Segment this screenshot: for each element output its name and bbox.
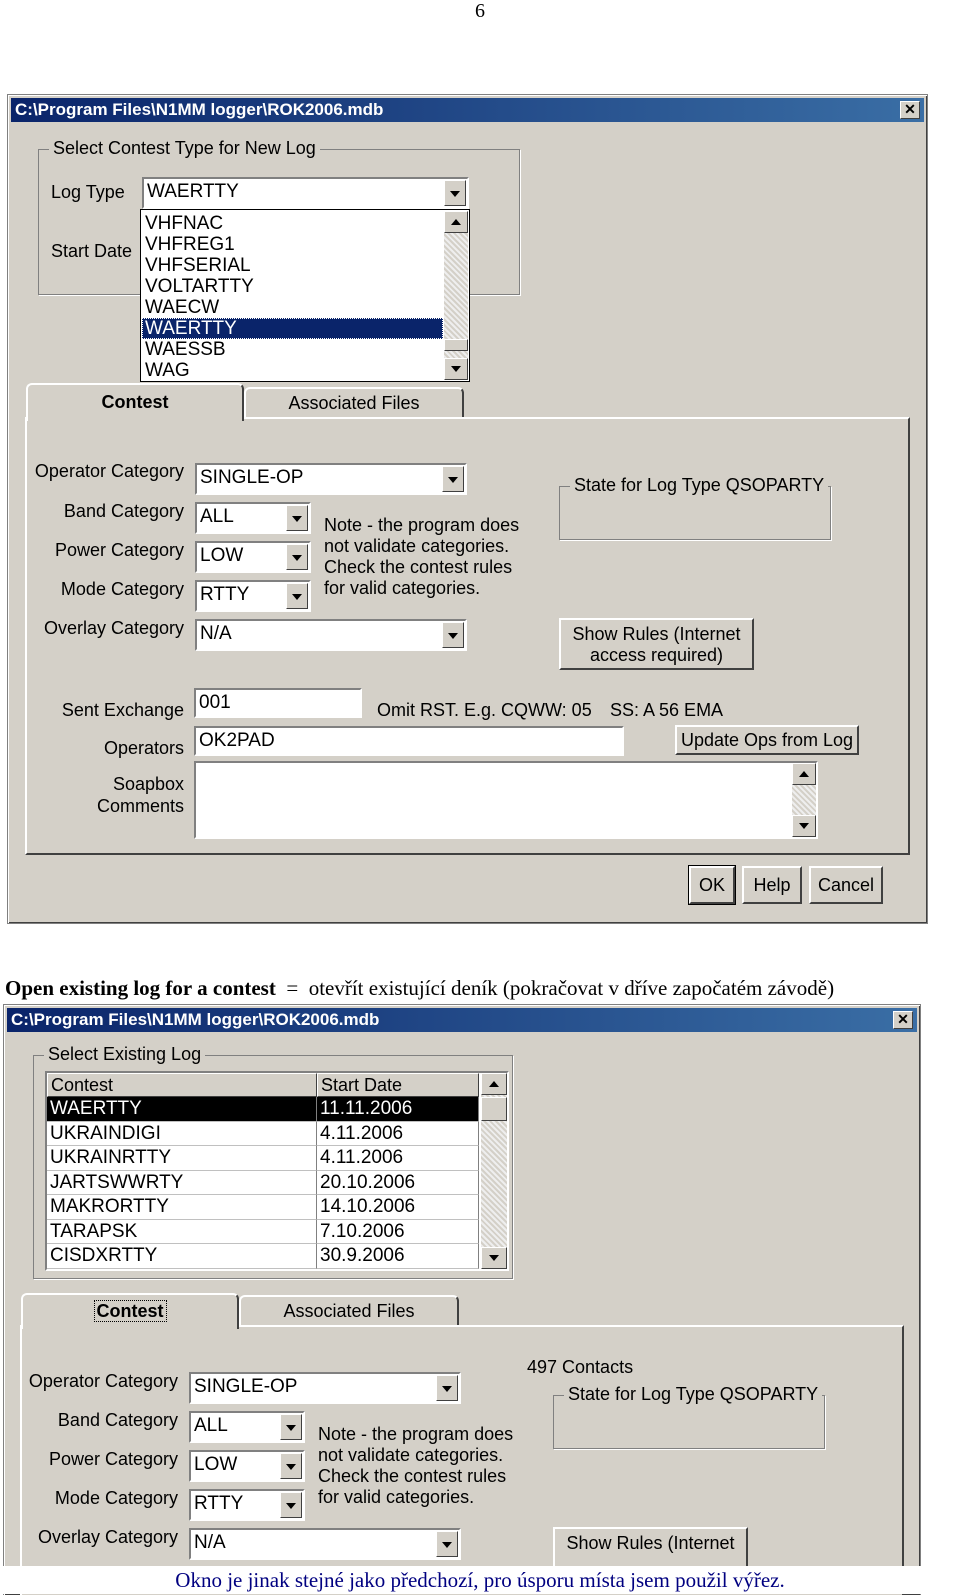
close-icon[interactable]: ✕ — [893, 1011, 913, 1029]
state-group — [559, 475, 831, 540]
chevron-down-icon[interactable] — [442, 622, 464, 648]
start-date-label: Start Date — [51, 241, 133, 261]
dropdown-scrollbar[interactable] — [444, 211, 468, 380]
note-line: Check the contest rules — [324, 557, 513, 577]
tab-contest-label: Contest — [101, 392, 169, 412]
note-line: for valid categories. — [318, 1487, 475, 1507]
table-header — [47, 1073, 479, 1097]
group-title: Select Contest Type for New Log — [49, 138, 320, 159]
state-group — [553, 1384, 825, 1449]
tab-contest-label: Contest — [96, 1301, 164, 1321]
band-category-select[interactable] — [189, 1411, 305, 1443]
overlay-category-value: N/A — [200, 623, 232, 644]
table-row[interactable] — [47, 1195, 479, 1220]
operator-category-value: SINGLE-OP — [200, 467, 304, 488]
band-category-value: ALL — [200, 506, 234, 527]
state-group-title: State for Log Type QSOPARTY — [564, 1384, 822, 1405]
cell-start-date: 7.10.2006 — [317, 1220, 479, 1245]
scroll-up-icon[interactable] — [792, 763, 816, 785]
overlay-category-label: Overlay Category — [43, 618, 184, 638]
list-item[interactable]: VOLTARTTY — [145, 276, 254, 297]
note-line: not validate categories. — [318, 1445, 504, 1465]
band-category-label: Band Category — [57, 1410, 178, 1430]
chevron-down-icon[interactable] — [280, 1492, 302, 1518]
mode-category-select[interactable] — [189, 1489, 305, 1521]
scroll-down-icon[interactable] — [444, 358, 468, 380]
page-number: 6 — [475, 0, 485, 22]
ss-hint: SS: A 56 EMA — [610, 700, 724, 720]
list-item[interactable]: VHFREG1 — [145, 234, 235, 255]
chevron-down-icon[interactable] — [442, 466, 464, 492]
contacts-count: 497 Contacts — [527, 1357, 634, 1377]
chevron-down-icon[interactable] — [280, 1414, 302, 1440]
list-item[interactable]: WAESSB — [145, 339, 226, 360]
chevron-down-icon[interactable] — [286, 505, 308, 531]
ok-button[interactable]: OK — [689, 866, 735, 904]
group-title: Select Existing Log — [44, 1044, 205, 1065]
table-scrollbar[interactable] — [481, 1073, 507, 1269]
category-note — [324, 515, 519, 599]
soapbox-comments-textarea[interactable] — [194, 761, 818, 839]
power-category-label: Power Category — [48, 1449, 178, 1469]
tab-contest[interactable] — [26, 383, 244, 421]
log-type-dropdown-list[interactable] — [140, 209, 470, 382]
cell-contest: JARTSWWRTY — [47, 1171, 317, 1196]
cell-contest: MAKRORTTY — [47, 1195, 317, 1220]
cell-contest: UKRAINRTTY — [47, 1146, 317, 1171]
list-item[interactable]: WAG — [145, 360, 190, 381]
chevron-down-icon[interactable] — [286, 544, 308, 570]
chevron-down-icon[interactable] — [436, 1375, 458, 1401]
note-line: Note - the program does — [324, 515, 520, 535]
new-log-dialog — [7, 94, 928, 924]
log-type-select[interactable] — [142, 177, 469, 209]
operator-category-label: Operator Category — [34, 461, 184, 481]
cell-contest: WAERTTY — [47, 1097, 317, 1122]
chevron-down-icon[interactable] — [436, 1531, 458, 1557]
list-item[interactable]: VHFSERIAL — [145, 255, 251, 276]
table-row[interactable] — [47, 1220, 479, 1245]
title-bar — [7, 1008, 917, 1032]
tab-files-label: Associated Files — [283, 1301, 415, 1321]
open-log-dialog — [3, 1004, 921, 1595]
list-item[interactable]: WAECW — [145, 297, 220, 318]
cell-contest: UKRAINDIGI — [47, 1122, 317, 1147]
textarea-scrollbar[interactable] — [792, 763, 816, 837]
log-type-value: WAERTTY — [147, 181, 239, 202]
tab-files-label: Associated Files — [288, 393, 420, 413]
tab-associated-files[interactable] — [239, 1295, 459, 1325]
tab-contest[interactable] — [21, 1293, 239, 1329]
power-category-label: Power Category — [54, 540, 184, 560]
cell-contest: TARAPSK — [47, 1220, 317, 1245]
operator-category-value: SINGLE-OP — [194, 1376, 298, 1397]
section-caption — [5, 976, 834, 1001]
sent-exchange-input[interactable]: 001 — [194, 688, 362, 718]
power-category-select[interactable] — [195, 541, 311, 573]
cell-start-date: 11.11.2006 — [317, 1097, 479, 1122]
category-note — [318, 1424, 513, 1508]
power-category-value: LOW — [200, 545, 244, 566]
list-item-selected[interactable]: WAERTTY — [142, 318, 443, 339]
tab-associated-files[interactable] — [244, 387, 464, 417]
close-icon[interactable]: ✕ — [900, 101, 920, 119]
log-type-label: Log Type — [51, 182, 125, 202]
scroll-down-icon[interactable] — [792, 815, 816, 837]
existing-logs-table[interactable] — [45, 1071, 509, 1271]
column-header-contest[interactable]: Contest — [47, 1073, 317, 1097]
column-header-start-date[interactable]: Start Date — [317, 1073, 479, 1097]
scroll-up-icon[interactable] — [444, 211, 468, 233]
cancel-button[interactable]: Cancel — [809, 866, 883, 904]
soapbox-label-line1: Soapbox — [112, 774, 184, 794]
window-title: C:\Program Files\N1MM logger\ROK2006.mdb — [11, 1010, 380, 1029]
cell-start-date: 20.10.2006 — [317, 1171, 479, 1196]
mode-category-select[interactable] — [195, 580, 311, 612]
band-category-select[interactable] — [195, 502, 311, 534]
title-bar — [11, 98, 924, 122]
cell-start-date: 30.9.2006 — [317, 1244, 479, 1269]
mode-category-label: Mode Category — [54, 1488, 178, 1508]
scroll-thumb[interactable] — [444, 339, 468, 351]
overlay-category-value: N/A — [194, 1532, 226, 1553]
table-body — [47, 1097, 479, 1269]
show-rules-line1: Show Rules (Internet — [566, 1533, 735, 1553]
table-row[interactable] — [47, 1097, 479, 1122]
note-line: not validate categories. — [324, 536, 510, 556]
footer-note: Okno je jinak stejné jako předchozí, pro úsporu místa jsem použil výřez. — [0, 1566, 960, 1594]
overlay-category-label: Overlay Category — [37, 1527, 178, 1547]
cell-start-date: 4.11.2006 — [317, 1122, 479, 1147]
list-item[interactable]: VHFNAC — [145, 213, 224, 234]
mode-category-value: RTTY — [200, 584, 250, 605]
cell-contest: CISDXRTTY — [47, 1244, 317, 1269]
scroll-up-icon[interactable] — [481, 1073, 507, 1095]
window-title: C:\Program Files\N1MM logger\ROK2006.mdb — [15, 100, 384, 119]
operators-label: Operators — [103, 738, 184, 758]
caption-rest: = otevřít existující deník (pokračovat v dříve započatém závodě) — [275, 976, 835, 1000]
power-category-select[interactable] — [189, 1450, 305, 1482]
operator-category-select[interactable] — [189, 1372, 461, 1404]
operator-category-select[interactable] — [195, 463, 467, 495]
omit-rst-hint: Omit RST. E.g. CQWW: 05 — [377, 700, 592, 720]
scroll-down-icon[interactable] — [481, 1247, 507, 1269]
soapbox-label — [28, 773, 184, 817]
operator-category-label: Operator Category — [28, 1371, 178, 1391]
overlay-category-select[interactable] — [195, 619, 467, 651]
note-line: for valid categories. — [324, 578, 481, 598]
note-line: Check the contest rules — [318, 1466, 507, 1486]
overlay-category-select[interactable] — [189, 1528, 461, 1560]
note-line: Note - the program does — [318, 1424, 514, 1444]
band-category-label: Band Category — [63, 501, 184, 521]
update-ops-button[interactable]: Update Ops from Log — [675, 725, 859, 755]
show-rules-line2: access required) — [589, 645, 724, 665]
show-rules-line1: Show Rules (Internet — [572, 624, 741, 644]
scroll-thumb[interactable] — [481, 1097, 507, 1121]
operators-input[interactable]: OK2PAD — [194, 726, 624, 756]
table-row[interactable] — [47, 1244, 479, 1269]
mode-category-label: Mode Category — [60, 579, 184, 599]
table-row[interactable] — [47, 1146, 479, 1171]
chevron-down-icon[interactable] — [286, 583, 308, 609]
mode-category-value: RTTY — [194, 1493, 244, 1514]
help-button[interactable]: Help — [742, 866, 802, 904]
show-rules-button[interactable] — [559, 618, 754, 670]
caption-bold: Open existing log for a contest — [5, 976, 276, 1000]
chevron-down-icon[interactable] — [444, 180, 466, 206]
table-row[interactable] — [47, 1122, 479, 1147]
table-row[interactable] — [47, 1171, 479, 1196]
power-category-value: LOW — [194, 1454, 238, 1475]
sent-exchange-label: Sent Exchange — [61, 700, 184, 720]
cell-start-date: 14.10.2006 — [317, 1195, 479, 1220]
chevron-down-icon[interactable] — [280, 1453, 302, 1479]
state-group-title: State for Log Type QSOPARTY — [570, 475, 828, 496]
cell-start-date: 4.11.2006 — [317, 1146, 479, 1171]
band-category-value: ALL — [194, 1415, 228, 1436]
soapbox-label-line2: Comments — [96, 796, 184, 816]
